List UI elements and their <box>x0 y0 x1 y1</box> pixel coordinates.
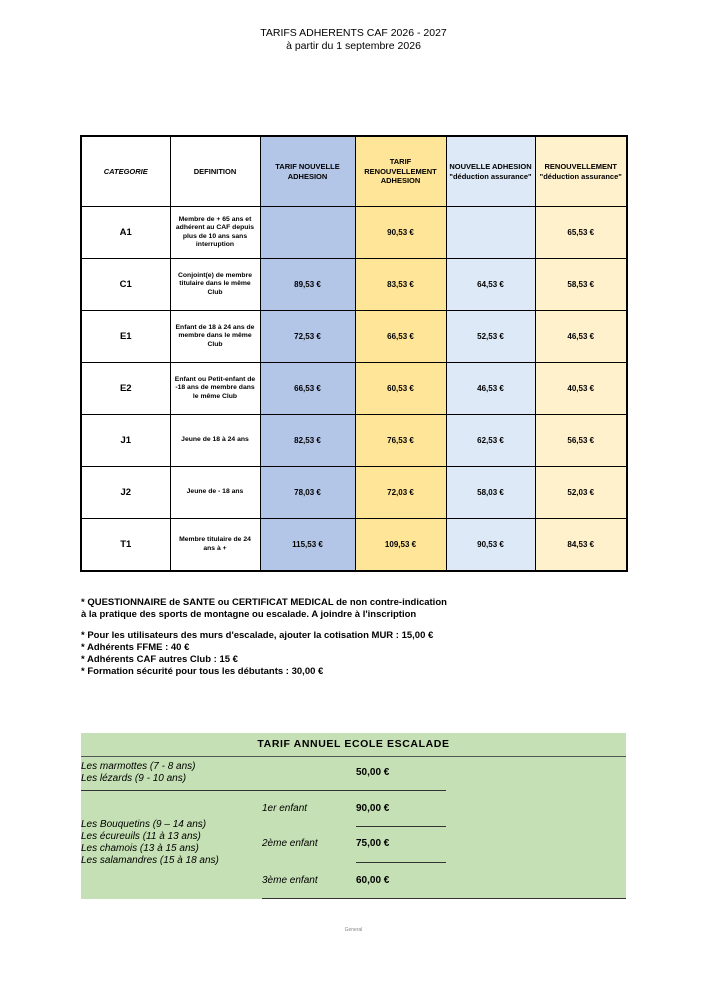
category-code: J1 <box>81 415 170 467</box>
price-renouvellement-deduction: 65,53 € <box>535 207 627 259</box>
price-nouvelle: 66,53 € <box>260 363 355 415</box>
price-renouvellement-deduction: 46,53 € <box>535 311 627 363</box>
category-definition: Jeune de - 18 ans <box>170 467 260 519</box>
divider <box>356 862 446 863</box>
price-nouvelle: 78,03 € <box>260 467 355 519</box>
enfant1-price: 90,00 € <box>356 803 390 814</box>
category-definition: Conjoint(e) de membre titulaire dans le même Club <box>170 259 260 311</box>
header-nouvelle-deduction: NOUVELLE ADHESION "déduction assurance" <box>446 136 535 207</box>
enfant3-price: 60,00 € <box>356 875 390 886</box>
price-nouvelle-deduction: 58,03 € <box>446 467 535 519</box>
tarifs-header-row <box>81 136 627 207</box>
category-code: C1 <box>81 259 170 311</box>
price-nouvelle-deduction: 90,53 € <box>446 519 535 572</box>
table-row <box>81 519 627 572</box>
price-renouvellement: 66,53 € <box>355 311 446 363</box>
ecole-title: TARIF ANNUEL ECOLE ESCALADE <box>81 733 626 757</box>
table-row <box>81 467 627 519</box>
table-row <box>81 207 627 259</box>
enfant1-label: 1er enfant <box>262 803 308 814</box>
table-row <box>81 415 627 467</box>
price-nouvelle-deduction: 64,53 € <box>446 259 535 311</box>
category-definition: Jeune de 18 à 24 ans <box>170 415 260 467</box>
table-row <box>81 259 627 311</box>
group1-line2: Les lézards (9 - 10 ans) <box>81 773 187 784</box>
group1-price: 50,00 € <box>356 767 390 778</box>
price-renouvellement: 90,53 € <box>355 207 446 259</box>
page-subtitle: à partir du 1 septembre 2026 <box>286 40 421 52</box>
price-renouvellement: 60,53 € <box>355 363 446 415</box>
enfant2-price: 75,00 € <box>356 838 390 849</box>
divider <box>356 826 446 827</box>
enfant3-label: 3ème enfant <box>262 875 318 886</box>
ecole-escalade-table <box>81 733 626 899</box>
category-code: T1 <box>81 519 170 572</box>
price-nouvelle: 72,53 € <box>260 311 355 363</box>
category-definition: Enfant ou Petit-enfant de -18 ans de membre dans le même Club <box>170 363 260 415</box>
header-renouvellement-deduction: RENOUVELLEMENT "déduction assurance" <box>535 136 627 207</box>
footer-label: General <box>344 927 363 933</box>
price-renouvellement-deduction: 52,03 € <box>535 467 627 519</box>
group1-line1: Les marmottes (7 - 8 ans) <box>81 761 196 772</box>
price-renouvellement-deduction: 84,53 € <box>535 519 627 572</box>
group2-line4: Les salamandres (15 à 18 ans) <box>81 855 219 866</box>
notes-section <box>81 597 447 678</box>
price-renouvellement: 72,03 € <box>355 467 446 519</box>
category-definition: Membre titulaire de 24 ans à + <box>170 519 260 572</box>
price-nouvelle-deduction: 46,53 € <box>446 363 535 415</box>
category-code: E2 <box>81 363 170 415</box>
group2-line1: Les Bouquetins (9 – 14 ans) <box>81 819 207 830</box>
price-nouvelle: 89,53 € <box>260 259 355 311</box>
note-formation: * Formation sécurité pour tous les débutants : 30,00 € <box>81 666 324 677</box>
price-nouvelle-deduction: 62,53 € <box>446 415 535 467</box>
note-questionnaire-cont: à la pratique des sports de montagne ou escalade. A joindre à l'inscription <box>81 609 417 620</box>
divider <box>81 790 446 791</box>
header-tarif-nouvelle: TARIF NOUVELLE ADHESION <box>260 136 355 207</box>
price-renouvellement: 109,53 € <box>355 519 446 572</box>
price-renouvellement-deduction: 40,53 € <box>535 363 627 415</box>
price-nouvelle <box>260 207 355 259</box>
note-mur: * Pour les utilisateurs des murs d'escalade, ajouter la cotisation MUR : 15,00 € <box>81 630 434 641</box>
category-code: E1 <box>81 311 170 363</box>
divider <box>262 898 626 899</box>
category-code: J2 <box>81 467 170 519</box>
price-renouvellement: 76,53 € <box>355 415 446 467</box>
price-nouvelle-deduction <box>446 207 535 259</box>
price-nouvelle-deduction: 52,53 € <box>446 311 535 363</box>
header-categorie: CATEGORIE <box>81 136 170 207</box>
price-renouvellement-deduction: 56,53 € <box>535 415 627 467</box>
header-tarif-renouvellement: TARIF RENOUVELLEMENT ADHESION <box>355 136 446 207</box>
table-row <box>81 363 627 415</box>
group2-line2: Les écureuils (11 à 13 ans) <box>81 831 201 842</box>
group2-line3: Les chamois (13 à 15 ans) <box>81 843 199 854</box>
note-caf-autres: * Adhérents CAF autres Club : 15 € <box>81 654 238 665</box>
category-definition: Membre de + 65 ans et adhérent au CAF depuis plus de 10 ans sans interruption <box>170 207 260 259</box>
table-row <box>81 311 627 363</box>
header-definition: DEFINITION <box>170 136 260 207</box>
note-ffme: * Adhérents FFME : 40 € <box>81 642 190 653</box>
note-questionnaire: * QUESTIONNAIRE de SANTE ou CERTIFICAT MEDICAL de non contre-indication <box>81 597 447 608</box>
price-renouvellement-deduction: 58,53 € <box>535 259 627 311</box>
price-nouvelle: 82,53 € <box>260 415 355 467</box>
page-title: TARIFS ADHERENTS CAF 2026 - 2027 <box>260 27 447 39</box>
price-renouvellement: 83,53 € <box>355 259 446 311</box>
category-code: A1 <box>81 207 170 259</box>
tarifs-table <box>80 135 628 572</box>
enfant2-label: 2ème enfant <box>262 838 318 849</box>
price-nouvelle: 115,53 € <box>260 519 355 572</box>
category-definition: Enfant de 18 à 24 ans de membre dans le même Club <box>170 311 260 363</box>
